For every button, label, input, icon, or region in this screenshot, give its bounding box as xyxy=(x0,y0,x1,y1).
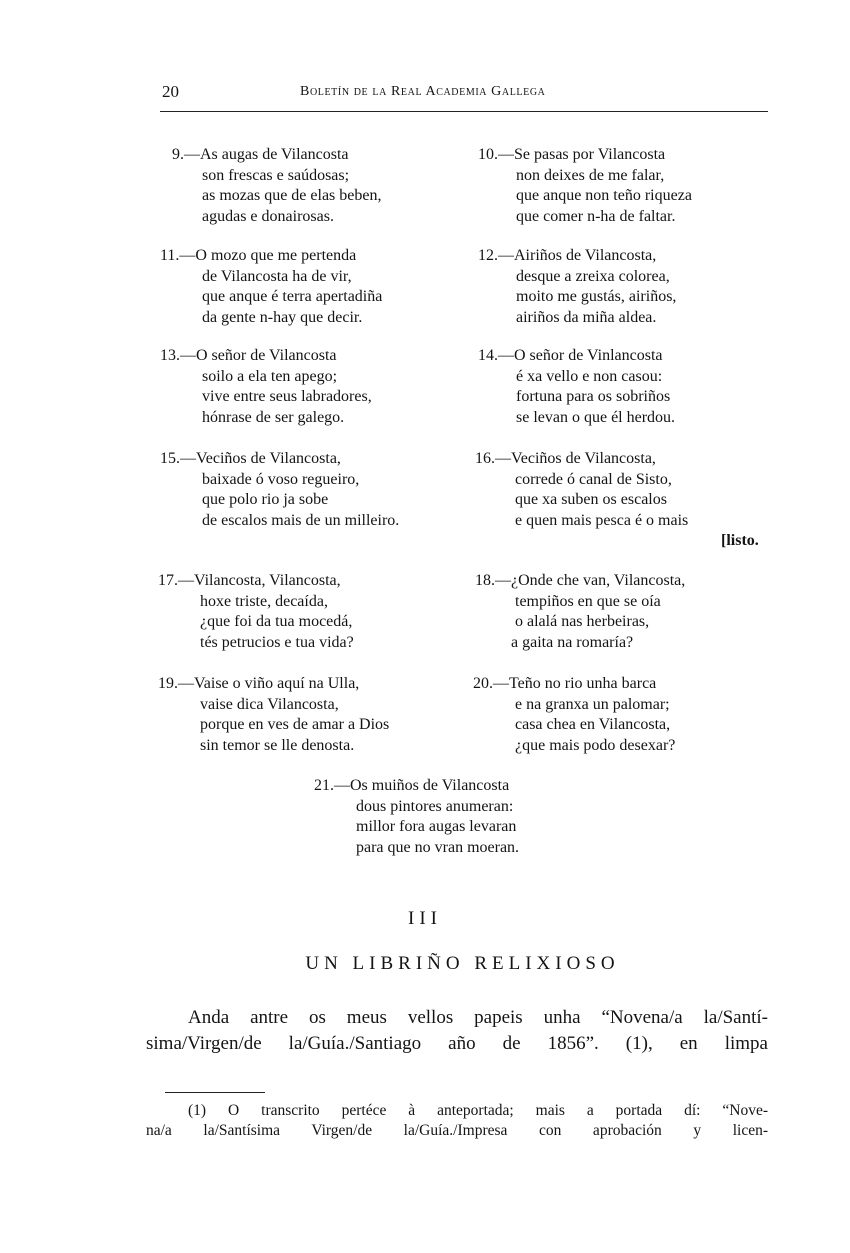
stanza-line: 13.—O señor de Vilancosta xyxy=(160,347,337,364)
stanza-line: vaise dica Vilancosta, xyxy=(200,695,339,713)
stanza-line: tés petrucios e tua vida? xyxy=(200,633,354,651)
stanza-line: casa chea en Vilancosta, xyxy=(515,716,671,733)
stanza-line: desque a zreixa colorea, xyxy=(516,267,670,285)
stanza-19 xyxy=(158,674,389,756)
stanza-line: dous pintores anumeran: xyxy=(356,797,514,815)
stanza-line: da gente n-hay que decir. xyxy=(202,308,363,326)
stanza-line: 9.—As augas de Vilancosta xyxy=(172,146,349,163)
stanza-line: hoxe triste, decaída, xyxy=(200,592,328,610)
stanza-20 xyxy=(473,674,675,756)
stanza-line: sin temor se lle denosta. xyxy=(200,736,355,754)
stanza-line: a gaita na romaría? xyxy=(511,633,634,651)
stanza-line: que polo rio ja sobe xyxy=(202,491,329,508)
stanza-11 xyxy=(160,246,382,328)
stanza-line: fortuna para os sobriños xyxy=(516,388,671,405)
stanza-line: que comer n-ha de faltar. xyxy=(516,207,676,225)
running-title: Boletín de la Real Academia Gallega xyxy=(300,84,546,99)
stanza-18 xyxy=(475,571,685,653)
stanza-line: 18.—¿Onde che van, Vilancosta, xyxy=(475,572,686,589)
stanza-line: ¿que foi da tua mocedá, xyxy=(200,613,353,630)
section-title: UN LIBRIÑO RELIXIOSO xyxy=(305,953,620,974)
stanza-line: 14.—O señor de Vinlancosta xyxy=(478,347,663,364)
stanza-15 xyxy=(160,449,399,531)
stanza-line: non deixes de me falar, xyxy=(516,166,665,184)
stanza-line: 12.—Airiños de Vilancosta, xyxy=(478,247,657,264)
stanza-line: porque en ves de amar a Dios xyxy=(200,716,390,733)
footnote xyxy=(146,1101,768,1141)
stanza-line: o alalá nas herbeiras, xyxy=(515,613,650,630)
header-rule xyxy=(160,111,768,112)
stanza-line: as mozas que de elas beben, xyxy=(202,187,382,204)
stanza-line: 15.—Veciños de Vilancosta, xyxy=(160,450,341,467)
stanza-line: que xa suben os escalos xyxy=(515,491,667,508)
stanza-line: [listo. xyxy=(721,532,759,549)
body-line: sima/Virgen/de la/Guía./Santiago año de 1856”. (1), en limpa xyxy=(146,1033,768,1054)
stanza-line: que anque non teño riqueza xyxy=(516,187,692,204)
footnote-line: (1) O transcrito pertéce à anteportada; mais a portada dí: “Nove- xyxy=(188,1102,768,1119)
stanza-line: e quen mais pesca é o mais xyxy=(515,511,689,529)
stanza-line: que anque é terra apertadiña xyxy=(202,288,383,305)
stanza-line: 11.—O mozo que me pertenda xyxy=(160,247,357,264)
footnote-rule xyxy=(165,1092,265,1093)
page-number: 20 xyxy=(162,82,179,101)
stanza-line: para que no vran moeran. xyxy=(356,838,520,856)
body-line: Anda antre os meus vellos papeis unha “Novena/a la/Santí- xyxy=(188,1007,768,1028)
stanza-12 xyxy=(478,246,676,328)
stanza-line: son frescas e saúdosas; xyxy=(202,166,350,184)
body-paragraph xyxy=(146,1005,768,1057)
stanza-10 xyxy=(478,145,692,227)
stanza-line: 17.—Vilancosta, Vilancosta, xyxy=(158,572,341,589)
stanza-line: e na granxa un palomar; xyxy=(515,695,670,713)
section-number: III xyxy=(408,908,442,929)
stanza-line: 19.—Vaise o viño aquí na Ulla, xyxy=(158,675,360,692)
footnote-line: na/a la/Santísima Virgen/de la/Guía./Impresa con aprobación y licen- xyxy=(146,1122,768,1139)
stanza-14 xyxy=(478,346,675,428)
stanza-line: 10.—Se pasas por Vilancosta xyxy=(478,146,666,163)
stanza-line: vive entre seus labradores, xyxy=(202,388,372,405)
stanza-21 xyxy=(314,776,519,858)
stanza-line: tempiños en que se oía xyxy=(515,592,661,610)
stanza-line: de Vilancosta ha de vir, xyxy=(202,267,352,285)
stanza-9 xyxy=(172,145,381,227)
stanza-line: soilo a ela ten apego; xyxy=(202,367,338,385)
stanza-13 xyxy=(160,346,372,428)
stanza-line: agudas e donairosas. xyxy=(202,207,334,225)
stanza-line: 21.—Os muiños de Vilancosta xyxy=(314,777,510,794)
stanza-line: 16.—Veciños de Vilancosta, xyxy=(475,450,656,467)
stanza-line: correde ó canal de Sisto, xyxy=(515,470,672,488)
stanza-17 xyxy=(158,571,354,653)
stanza-line: moito me gustás, airiños, xyxy=(516,288,677,305)
stanza-line: 20.—Teño no rio unha barca xyxy=(473,675,657,692)
stanza-line: é xa vello e non casou: xyxy=(516,367,663,385)
stanza-16 xyxy=(475,449,759,552)
stanza-line: hónrase de ser galego. xyxy=(202,408,345,426)
stanza-line: airiños da miña aldea. xyxy=(516,308,657,326)
stanza-line: se levan o que él herdou. xyxy=(516,408,676,426)
stanza-line: millor fora augas levaran xyxy=(356,818,517,835)
stanza-line: ¿que mais podo desexar? xyxy=(515,736,676,754)
stanza-line: baixade ó voso regueiro, xyxy=(202,470,360,488)
stanza-line: de escalos mais de un milleiro. xyxy=(202,511,400,529)
